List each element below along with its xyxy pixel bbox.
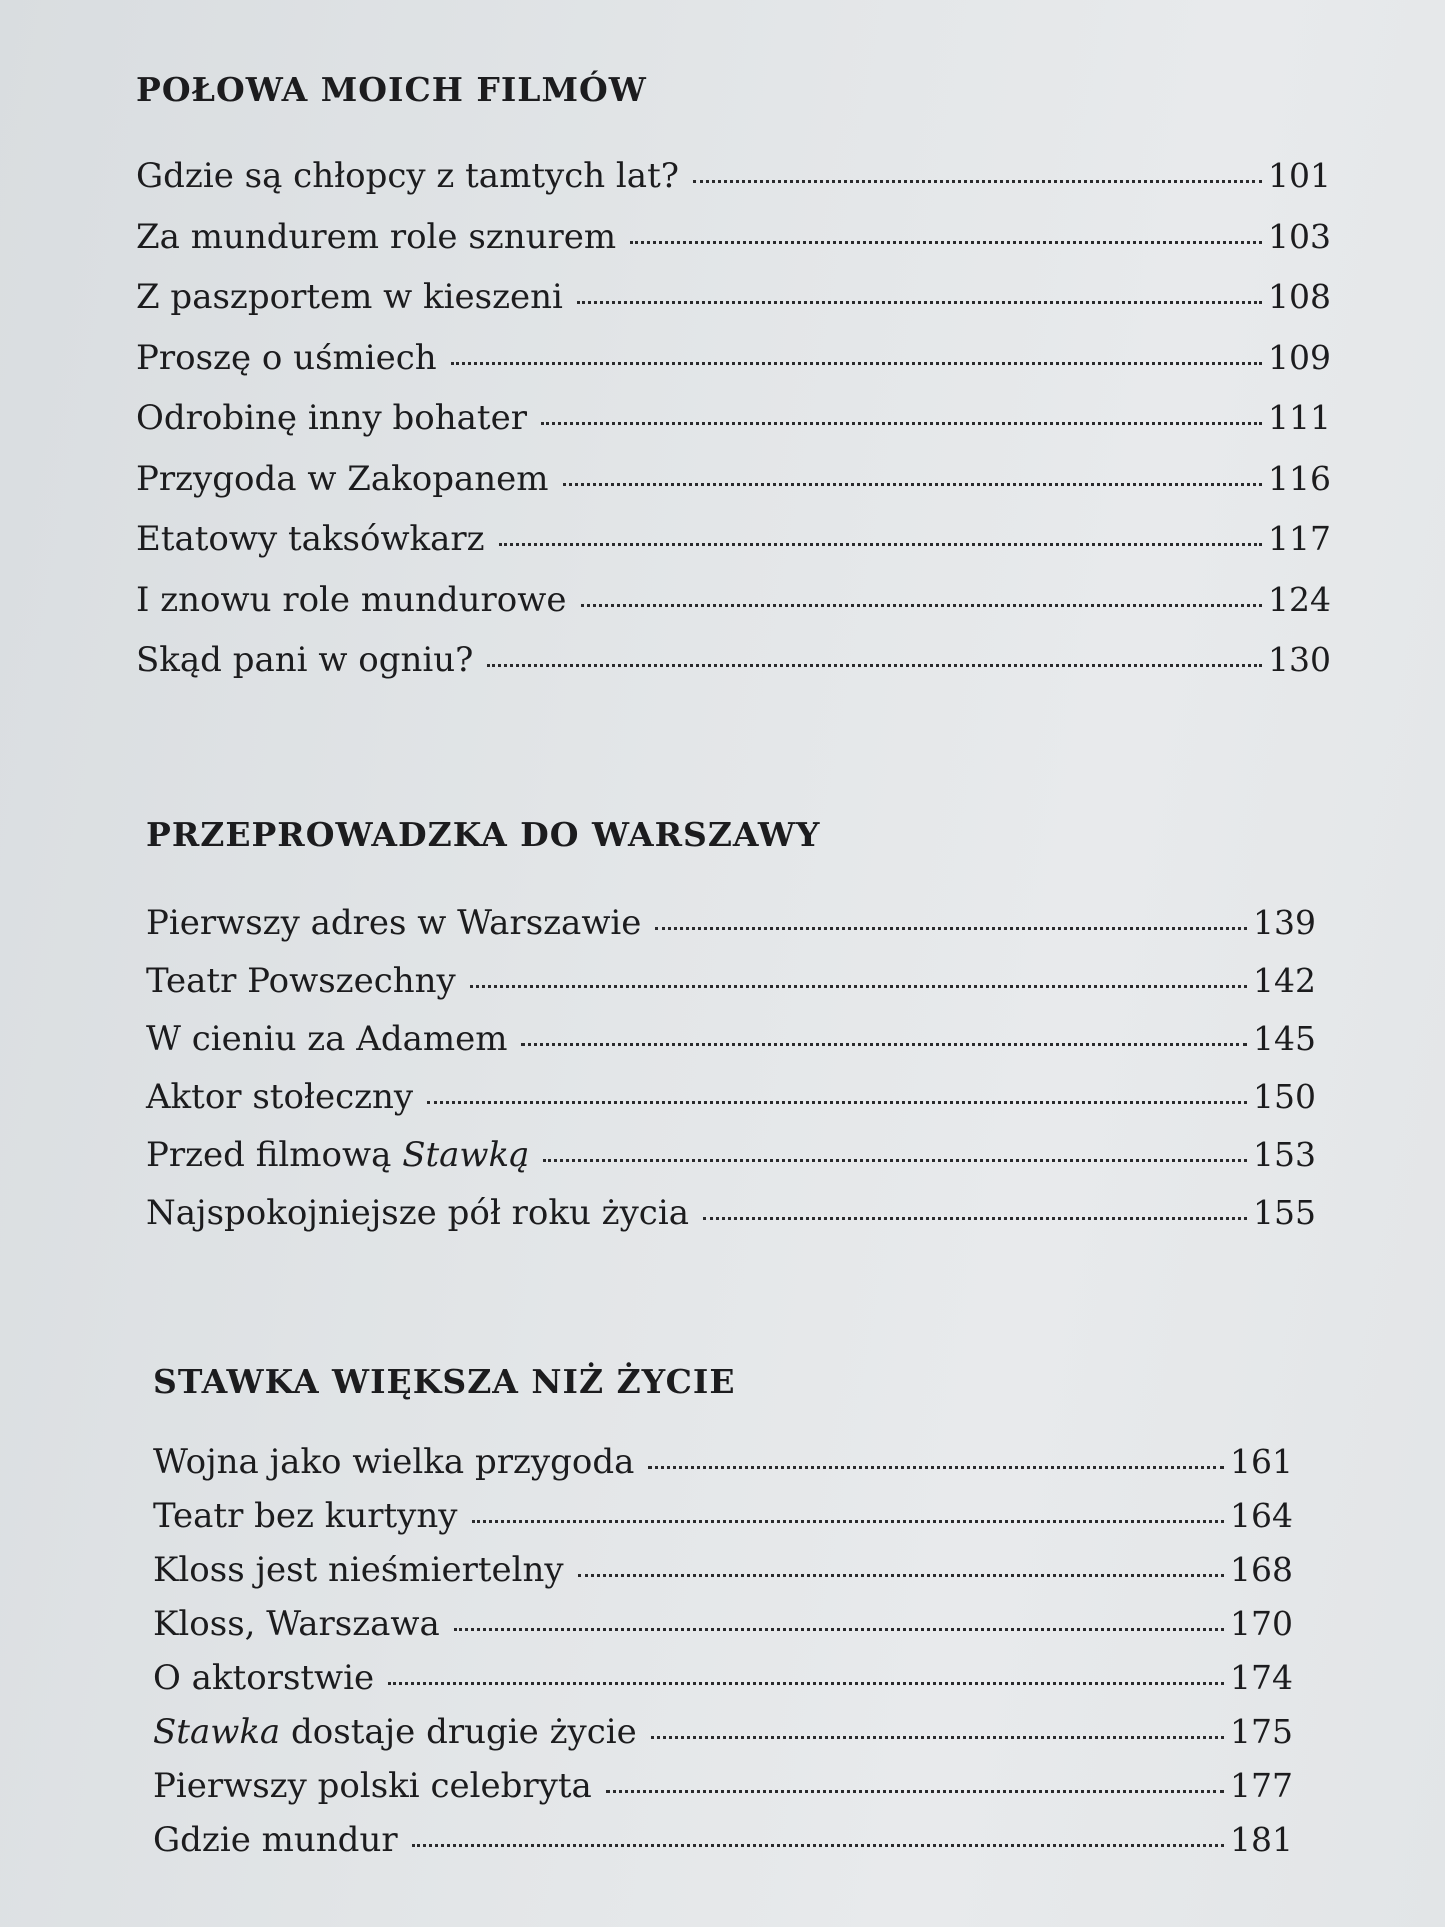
page-number: 174	[1230, 1658, 1293, 1697]
entry-title: Najspokojniejsze pół roku życia	[146, 1193, 689, 1233]
page-number: 170	[1230, 1604, 1293, 1643]
entry-title: Kloss, Warszawa	[153, 1604, 440, 1644]
entry-title: Za mundurem role sznurem	[136, 216, 617, 257]
page-number: 168	[1230, 1550, 1293, 1589]
toc-section-stawka-wieksza-niz-zycie	[153, 1362, 1293, 1877]
dot-leader	[693, 180, 1262, 183]
page-number: 101	[1268, 156, 1331, 195]
toc-entries	[153, 1442, 1293, 1877]
page-number: 177	[1230, 1766, 1293, 1805]
toc-entry	[146, 961, 1316, 1022]
toc-entry	[153, 1496, 1293, 1553]
entry-title-text: Przed filmową	[146, 1135, 403, 1175]
dot-leader	[470, 985, 1247, 988]
dot-leader	[630, 241, 1262, 244]
page-number: 139	[1253, 903, 1316, 942]
toc-entry	[136, 579, 1331, 644]
toc-entry	[136, 277, 1331, 341]
entry-title: Teatr bez kurtyny	[153, 1496, 458, 1536]
entry-title: Gdzie są chłopcy z tamtych lat?	[136, 156, 679, 196]
page-number: 155	[1253, 1193, 1316, 1232]
toc-entry	[136, 216, 1331, 281]
entry-title	[146, 1135, 543, 1175]
page-number: 142	[1253, 961, 1316, 1000]
entry-title: Pierwszy adres w Warszawie	[146, 903, 642, 943]
page-number: 130	[1268, 640, 1331, 679]
entry-title: Gdzie mundur	[153, 1820, 398, 1860]
toc-entry	[136, 519, 1331, 583]
dot-leader	[651, 1736, 1224, 1739]
toc-entry	[153, 1658, 1293, 1715]
entry-title-text: dostaje drugie życie	[280, 1712, 637, 1752]
toc-entry	[136, 337, 1331, 402]
toc-entry	[146, 1019, 1316, 1080]
toc-section-przeprowadzka-do-warszawy	[146, 815, 1316, 1254]
page-number: 145	[1253, 1019, 1316, 1058]
dot-leader	[521, 1043, 1247, 1046]
entry-title: Teatr Powszechny	[146, 961, 456, 1001]
entry-title: Wojna jako wielka przygoda	[153, 1442, 635, 1482]
dot-leader	[472, 1520, 1225, 1523]
entry-title: Przygoda w Zakopanem	[136, 458, 549, 499]
dot-leader	[388, 1682, 1224, 1685]
entry-title-italic: Stawką	[402, 1135, 530, 1175]
dot-leader	[427, 1101, 1247, 1104]
dot-leader	[655, 927, 1247, 930]
entry-title: Kloss jest nieśmiertelny	[153, 1550, 564, 1590]
entry-title: Skąd pani w ogniu?	[136, 640, 474, 680]
dot-leader	[648, 1466, 1224, 1469]
dot-leader	[581, 604, 1263, 607]
toc-entry	[146, 1135, 1316, 1196]
entry-title-italic: Stawka	[153, 1712, 281, 1752]
dot-leader	[577, 301, 1262, 304]
dot-leader	[606, 1790, 1224, 1793]
dot-leader	[412, 1844, 1224, 1847]
toc-entry	[153, 1766, 1293, 1823]
entry-title: Odrobinę inny bohater	[136, 398, 527, 438]
entry-title	[153, 1712, 651, 1752]
toc-entry	[153, 1442, 1293, 1499]
entry-title: Proszę o uśmiech	[136, 337, 437, 378]
entry-title: W cieniu za Adamem	[146, 1019, 508, 1059]
page-number: 116	[1268, 458, 1331, 498]
entry-title: O aktorstwie	[153, 1658, 375, 1698]
toc-entry	[153, 1604, 1293, 1661]
page-number: 103	[1268, 216, 1331, 256]
toc-entry	[153, 1712, 1293, 1769]
page-number: 108	[1268, 277, 1331, 316]
entry-title: Etatowy taksówkarz	[136, 519, 485, 559]
toc-entry	[153, 1550, 1293, 1607]
page-number: 124	[1268, 579, 1331, 619]
dot-leader	[499, 543, 1262, 546]
dot-leader	[543, 1159, 1247, 1162]
toc-entry	[136, 156, 1331, 220]
dot-leader	[563, 483, 1263, 486]
dot-leader	[454, 1628, 1224, 1631]
toc-entry	[153, 1820, 1293, 1877]
dot-leader	[541, 422, 1262, 425]
entry-title: I znowu role mundurowe	[136, 579, 567, 620]
page-number: 111	[1268, 398, 1331, 437]
page-number: 150	[1253, 1077, 1316, 1116]
page-number: 153	[1253, 1135, 1316, 1174]
page-number: 181	[1230, 1820, 1293, 1859]
toc-entry	[136, 640, 1331, 704]
section-title: STAWKA WIĘKSZA NIŻ ŻYCIE	[153, 1362, 736, 1401]
toc-entry	[136, 458, 1331, 523]
section-title: PRZEPROWADZKA DO WARSZAWY	[146, 815, 821, 854]
toc-entry	[146, 1077, 1316, 1138]
section-title: POŁOWA MOICH FILMÓW	[136, 70, 647, 109]
entry-title: Aktor stołeczny	[146, 1077, 414, 1117]
dot-leader	[578, 1574, 1224, 1577]
page-number: 161	[1230, 1442, 1293, 1481]
entry-title: Pierwszy polski celebryta	[153, 1766, 592, 1806]
dot-leader	[451, 362, 1262, 365]
entry-title: Z paszportem w kieszeni	[136, 277, 563, 317]
toc-entries	[136, 156, 1331, 704]
dot-leader	[487, 664, 1262, 667]
toc-entry	[146, 1193, 1316, 1254]
dot-leader	[703, 1217, 1247, 1220]
toc-entries	[146, 903, 1316, 1254]
toc-section-polowa-moich-filmow	[136, 70, 1331, 704]
toc-entry	[136, 398, 1331, 462]
page-number: 117	[1268, 519, 1331, 558]
toc-entry	[146, 903, 1316, 964]
page-number: 164	[1230, 1496, 1293, 1535]
page-number: 109	[1268, 337, 1331, 377]
page-number: 175	[1230, 1712, 1293, 1751]
